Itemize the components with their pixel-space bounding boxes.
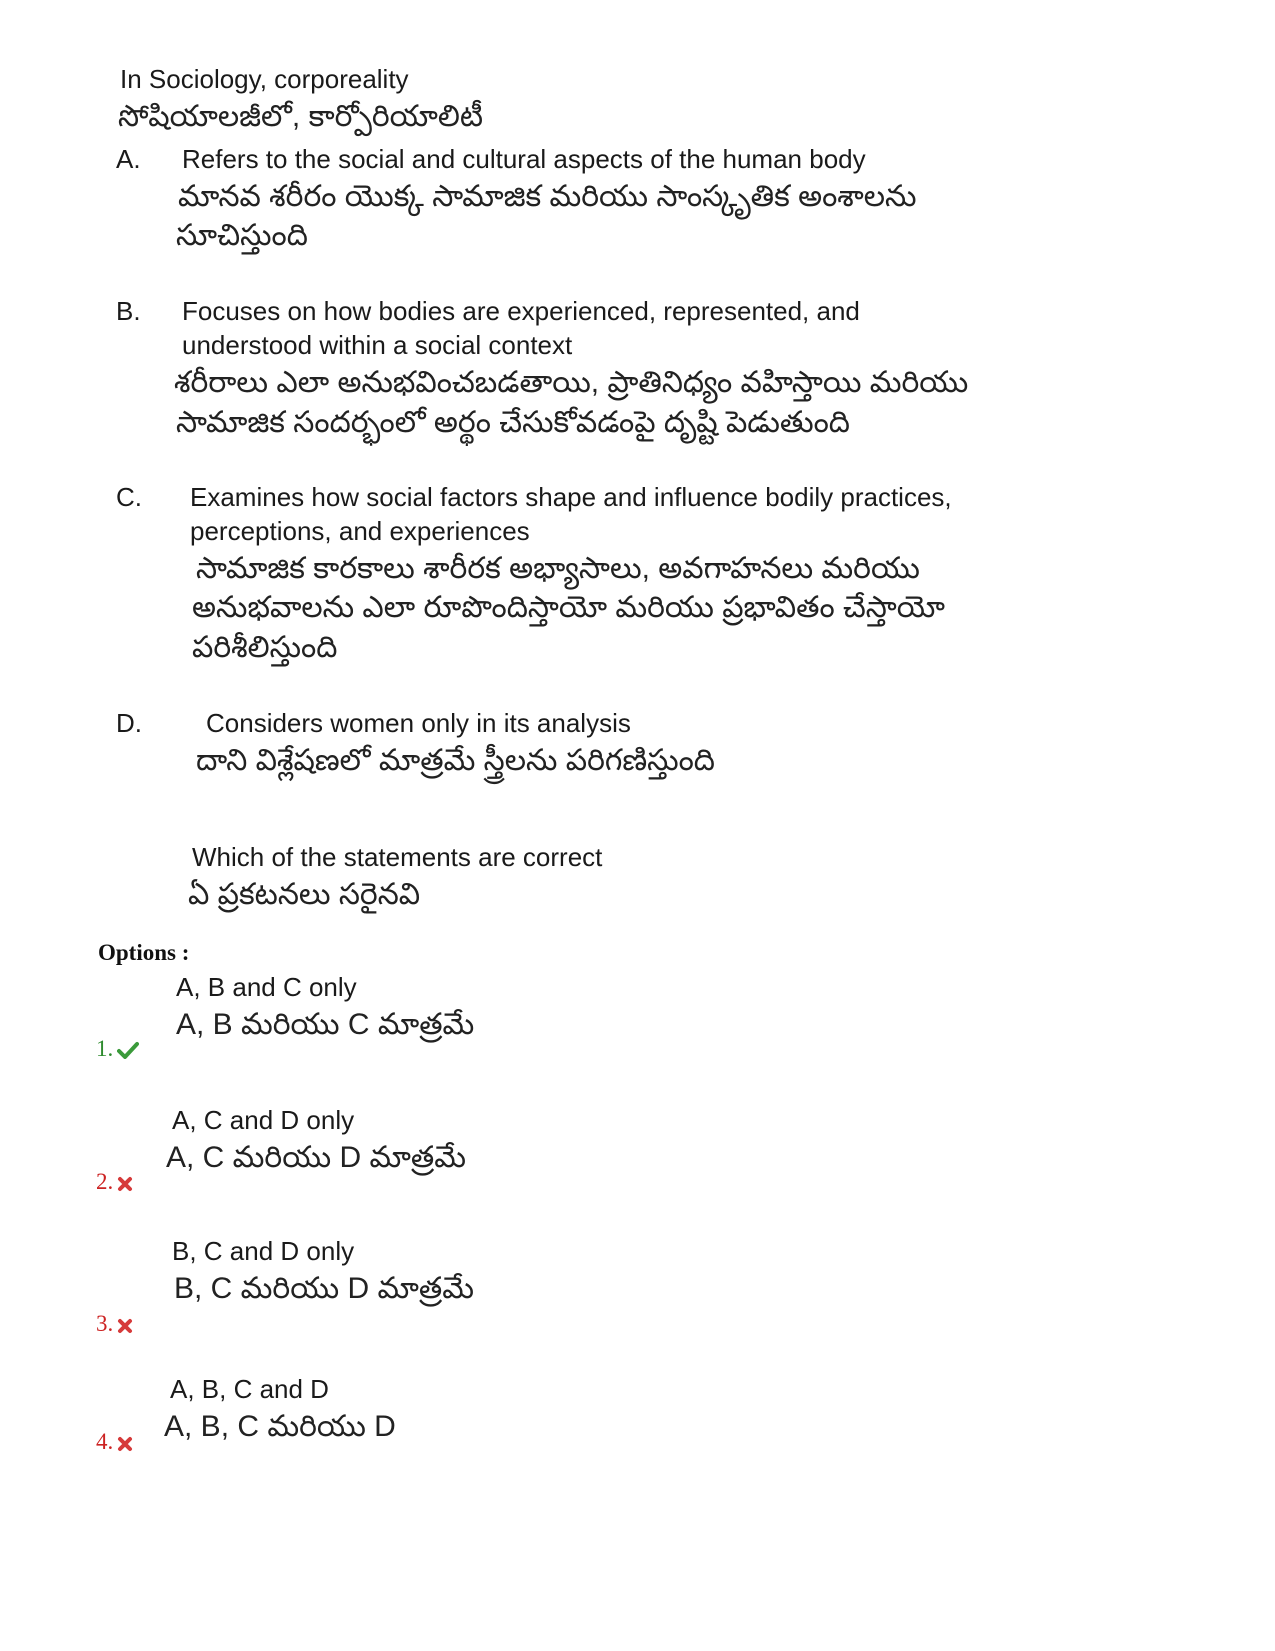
option-1-te: A, B మరియు C మాత్రమే (176, 1008, 475, 1041)
statement-c-te-line2: అనుభవాలను ఎలా రూపొందిస్తాయో మరియు ప్రభావితం చేస్తాయో (192, 591, 945, 624)
statement-b-te-line2: సామాజిక సందర్భంలో అర్థం చేసుకోవడంపై దృష్టి పెడుతుంది (176, 406, 850, 439)
options-label: Options : (98, 940, 190, 965)
cross-icon (117, 1432, 133, 1458)
question-stem-te: సోషియాలజీలో, కార్పోరియాలిటీ (118, 100, 484, 133)
option-3-number[interactable] (96, 1311, 133, 1340)
option-4-en: A, B, C and D (170, 1374, 329, 1404)
option-3-te: B, C మరియు D మాత్రమే (174, 1272, 474, 1305)
statement-a-te-line1: మానవ శరీరం యొక్క సామాజిక మరియు సాంస్కృతిక అంశాలను (178, 180, 917, 213)
statement-b-letter: B. (116, 296, 141, 326)
option-1-number[interactable] (96, 1036, 139, 1065)
cross-icon (117, 1314, 133, 1340)
option-4-number[interactable] (96, 1429, 133, 1458)
statement-b-te-line1: శరీరాలు ఎలా అనుభవించబడతాయి, ప్రాతినిధ్యం వహిస్తాయి మరియు (174, 366, 969, 399)
statement-a-en: Refers to the social and cultural aspects of the human body (182, 144, 866, 174)
statement-d-te: దాని విశ్లేషణలో మాత్రమే స్త్రీలను పరిగణిస్తుంది (196, 744, 715, 777)
option-2-en: A, C and D only (172, 1105, 355, 1135)
question-prompt-te: ఏ ప్రకటనలు సరైనవి (188, 878, 421, 911)
statement-c-te-line3: పరిశీలిస్తుంది (192, 631, 338, 664)
check-icon (117, 1039, 139, 1065)
statement-c-te-line1: సామాజిక కారకాలు శారీరక అభ్యాసాలు, అవగాహనలు మరియు (196, 552, 920, 585)
option-4-te: A, B, C మరియు D (164, 1410, 396, 1443)
cross-icon (117, 1172, 133, 1198)
option-2-number[interactable] (96, 1169, 133, 1198)
option-3-number-text: 3. (96, 1311, 114, 1336)
question-stem-en: In Sociology, corporeality (120, 64, 409, 94)
statement-c-en-line1: Examines how social factors shape and influence bodily practices, (190, 482, 952, 512)
question-prompt-en: Which of the statements are correct (192, 842, 603, 872)
statement-c-en-line2: perceptions, and experiences (190, 516, 530, 546)
statement-a-te-line2: సూచిస్తుంది (176, 219, 308, 252)
statement-d-letter: D. (116, 708, 142, 738)
option-3-en: B, C and D only (172, 1236, 355, 1266)
option-4-number-text: 4. (96, 1429, 114, 1454)
statement-b-en-line1: Focuses on how bodies are experienced, represented, and (182, 296, 860, 326)
statement-b-en-line2: understood within a social context (182, 330, 573, 360)
statement-c-letter: C. (116, 482, 142, 512)
option-2-number-text: 2. (96, 1169, 114, 1194)
statement-d-en: Considers women only in its analysis (206, 708, 631, 738)
statement-a-letter: A. (116, 144, 141, 174)
option-2-te: A, C మరియు D మాత్రమే (166, 1141, 466, 1174)
option-1-number-text: 1. (96, 1036, 114, 1061)
option-1-en: A, B and C only (176, 972, 357, 1002)
